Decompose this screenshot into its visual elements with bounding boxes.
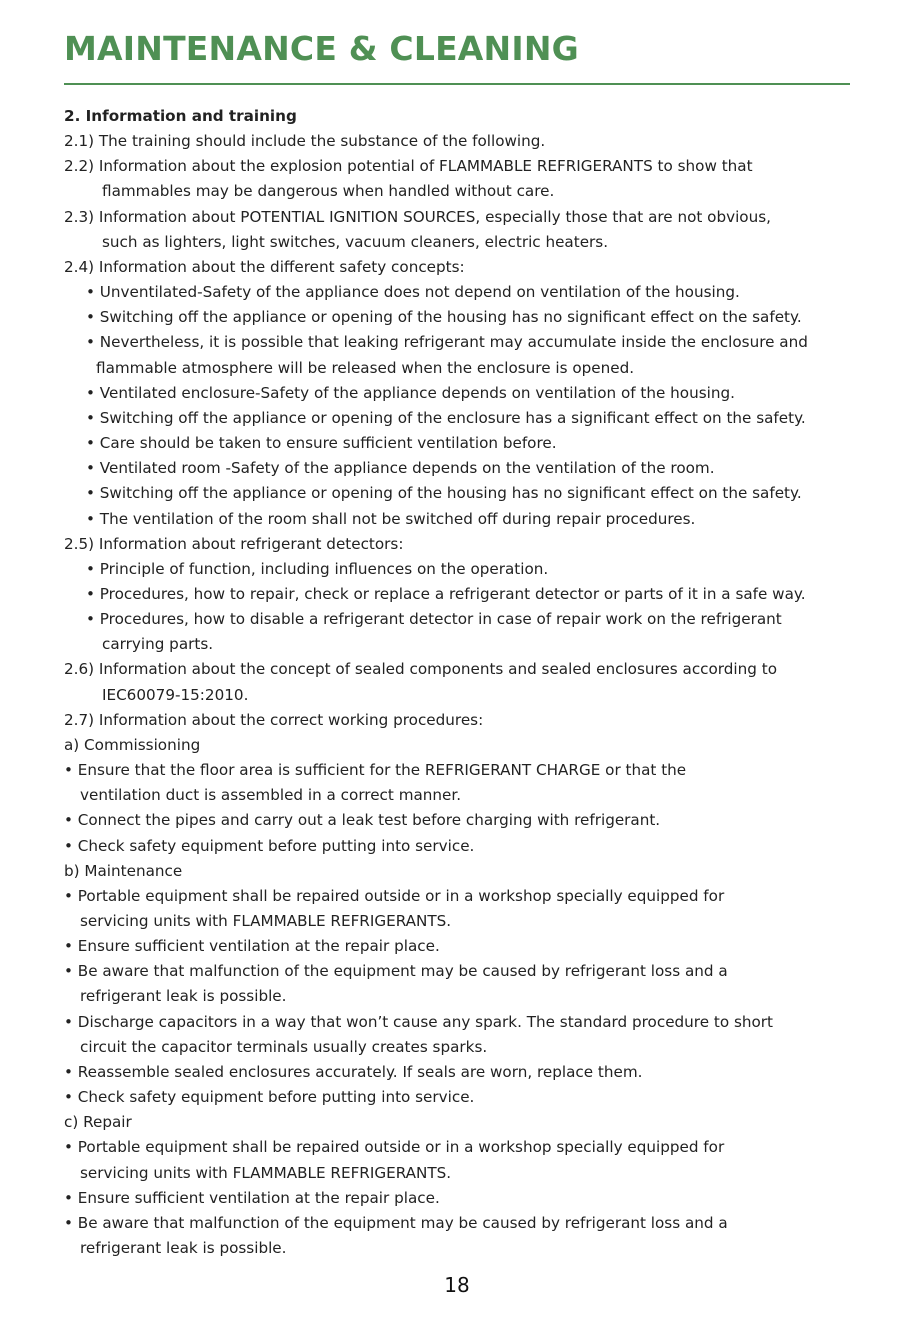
title-divider — [64, 83, 850, 85]
text-line: IEC60079-15:2010. — [102, 685, 249, 704]
text-line: • Nevertheless, it is possible that leaking refrigerant may accumulate inside the enclosure and — [86, 333, 808, 352]
text-line: • Ensure that the floor area is sufficient for the REFRIGERANT CHARGE or that the — [64, 761, 687, 780]
text-line: • Check safety equipment before putting into service. — [64, 1088, 475, 1107]
text-line: • Portable equipment shall be repaired outside or in a workshop specially equipped for — [64, 886, 725, 905]
text-line: 2.2) Information about the explosion potential of FLAMMABLE REFRIGERANTS to show that — [64, 157, 753, 176]
text-line: • Connect the pipes and carry out a leak test before charging with refrigerant. — [64, 811, 661, 830]
text-line: flammable atmosphere will be released when the enclosure is opened. — [96, 358, 635, 377]
text-line: ventilation duct is assembled in a correct manner. — [80, 786, 462, 805]
text-line: b) Maintenance — [64, 861, 183, 880]
page-number: 18 — [444, 1273, 470, 1297]
text-line: • Reassemble sealed enclosures accurately. If seals are worn, replace them. — [64, 1062, 643, 1081]
text-line: carrying parts. — [102, 635, 214, 654]
text-line: • Be aware that malfunction of the equipment may be caused by refrigerant loss and a — [64, 962, 728, 981]
text-line: • Ventilated enclosure-Safety of the appliance depends on ventilation of the housing. — [86, 383, 735, 402]
text-line: such as lighters, light switches, vacuum cleaners, electric heaters. — [102, 232, 609, 251]
text-line: • Switching off the appliance or opening of the enclosure has a significant effect on the safety. — [86, 408, 806, 427]
text-line: • Ensure sufficient ventilation at the repair place. — [64, 1188, 440, 1207]
section-heading: 2. Information and training — [64, 107, 297, 125]
text-line: • Discharge capacitors in a way that won’t cause any spark. The standard procedure to short — [64, 1012, 773, 1031]
text-line: • The ventilation of the room shall not be switched off during repair procedures. — [86, 509, 696, 528]
text-line: flammables may be dangerous when handled without care. — [102, 182, 555, 201]
text-line: refrigerant leak is possible. — [80, 1239, 287, 1258]
text-line: 2.7) Information about the correct working procedures: — [64, 710, 484, 729]
text-line: 2.1) The training should include the substance of the following. — [64, 132, 546, 151]
text-line: c) Repair — [64, 1113, 132, 1132]
text-line: 2.4) Information about the different safety concepts: — [64, 257, 465, 276]
text-line: • Procedures, how to repair, check or replace a refrigerant detector or parts of it in a safe way. — [86, 584, 806, 603]
text-line: 2.5) Information about refrigerant detectors: — [64, 534, 404, 553]
text-line: • Care should be taken to ensure sufficient ventilation before. — [86, 434, 557, 453]
text-line: • Procedures, how to disable a refrigerant detector in case of repair work on the refrigerant — [86, 610, 782, 629]
text-line: • Unventilated-Safety of the appliance does not depend on ventilation of the housing. — [86, 283, 740, 302]
document-body — [64, 104, 854, 1261]
text-line: • Check safety equipment before putting into service. — [64, 836, 475, 855]
text-line: 2.3) Information about POTENTIAL IGNITION SOURCES, especially those that are not obvious, — [64, 207, 771, 226]
text-line: • Ventilated room -Safety of the appliance depends on the ventilation of the room. — [86, 459, 715, 478]
text-line: • Principle of function, including influences on the operation. — [86, 559, 549, 578]
text-line: servicing units with FLAMMABLE REFRIGERANTS. — [80, 1163, 452, 1182]
text-line: • Switching off the appliance or opening of the housing has no significant effect on the safety. — [86, 484, 802, 503]
text-line: refrigerant leak is possible. — [80, 987, 287, 1006]
text-line: • Ensure sufficient ventilation at the repair place. — [64, 937, 440, 956]
text-line: • Switching off the appliance or opening of the housing has no significant effect on the safety. — [86, 308, 802, 327]
text-line: • Portable equipment shall be repaired outside or in a workshop specially equipped for — [64, 1138, 725, 1157]
text-line: a) Commissioning — [64, 735, 201, 754]
page-title: MAINTENANCE & CLEANING — [64, 29, 579, 68]
text-line: servicing units with FLAMMABLE REFRIGERANTS. — [80, 912, 452, 930]
text-line: 2.6) Information about the concept of sealed components and sealed enclosures according to — [64, 660, 777, 679]
text-line: circuit the capacitor terminals usually creates sparks. — [80, 1037, 488, 1056]
text-line: • Be aware that malfunction of the equipment may be caused by refrigerant loss and a — [64, 1213, 728, 1232]
